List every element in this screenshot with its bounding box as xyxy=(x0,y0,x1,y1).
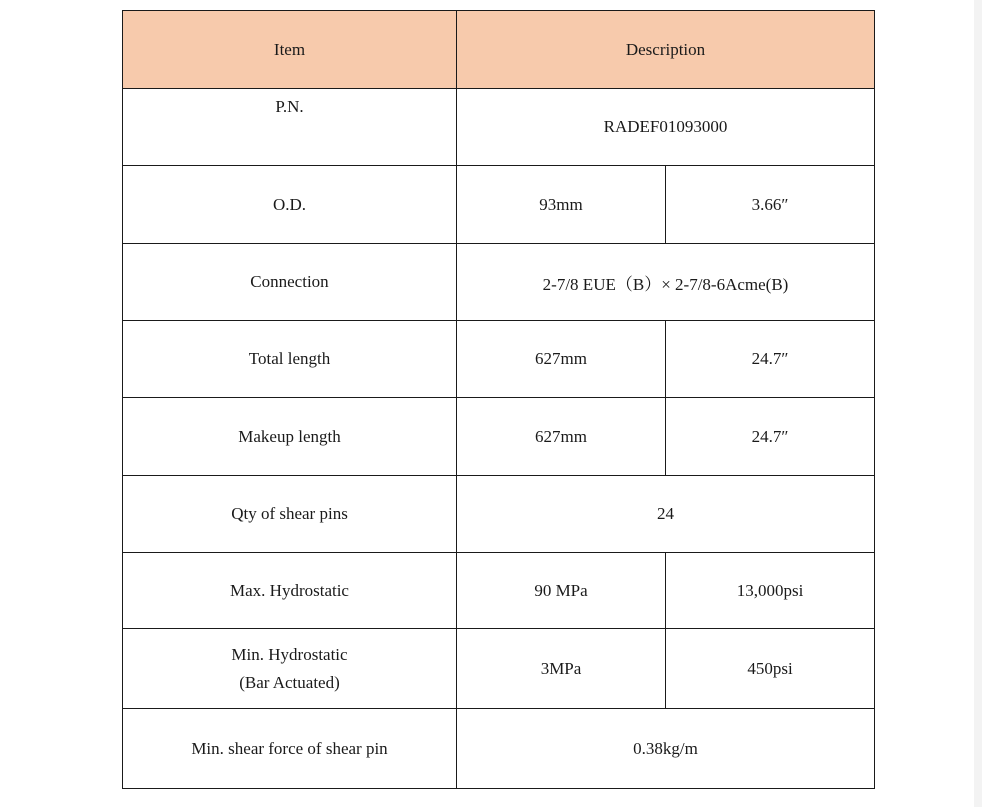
row-pn xyxy=(123,89,875,166)
makeup-length-label: Makeup length xyxy=(123,398,457,476)
min-shear-force-label: Min. shear force of shear pin xyxy=(123,709,457,789)
row-total-length xyxy=(123,321,875,398)
row-makeup-length xyxy=(123,398,875,476)
row-shear-pins-qty xyxy=(123,476,875,553)
shear-pins-qty-label: Qty of shear pins xyxy=(123,476,457,553)
header-row xyxy=(123,11,875,89)
row-min-hydrostatic xyxy=(123,629,875,709)
max-hydrostatic-imperial: 13,000psi xyxy=(666,553,875,629)
od-imperial: 3.66″ xyxy=(666,166,875,244)
min-hydrostatic-label xyxy=(123,629,457,709)
max-hydrostatic-metric: 90 MPa xyxy=(457,553,666,629)
page-edge-strip xyxy=(974,0,982,807)
row-od xyxy=(123,166,875,244)
total-length-metric: 627mm xyxy=(457,321,666,398)
min-hydrostatic-label-line2: (Bar Actuated) xyxy=(239,672,340,692)
min-hydrostatic-imperial: 450psi xyxy=(666,629,875,709)
row-connection xyxy=(123,244,875,321)
od-metric: 93mm xyxy=(457,166,666,244)
total-length-imperial: 24.7″ xyxy=(666,321,875,398)
header-item: Item xyxy=(123,11,457,89)
min-hydrostatic-label-line1: Min. Hydrostatic xyxy=(231,644,348,664)
pn-label: P.N. xyxy=(123,89,457,166)
connection-value: 2-7/8 EUE（B）× 2-7/8-6Acme(B) xyxy=(457,244,875,321)
pn-value: RADEF01093000 xyxy=(457,89,875,166)
row-max-hydrostatic xyxy=(123,553,875,629)
connection-label: Connection xyxy=(123,244,457,321)
header-description: Description xyxy=(457,11,875,89)
makeup-length-imperial: 24.7″ xyxy=(666,398,875,476)
shear-pins-qty-value: 24 xyxy=(457,476,875,553)
min-hydrostatic-metric: 3MPa xyxy=(457,629,666,709)
makeup-length-metric: 627mm xyxy=(457,398,666,476)
max-hydrostatic-label: Max. Hydrostatic xyxy=(123,553,457,629)
od-label: O.D. xyxy=(123,166,457,244)
min-shear-force-value: 0.38kg/m xyxy=(457,709,875,789)
total-length-label: Total length xyxy=(123,321,457,398)
specification-table xyxy=(122,10,875,789)
row-min-shear-force xyxy=(123,709,875,789)
